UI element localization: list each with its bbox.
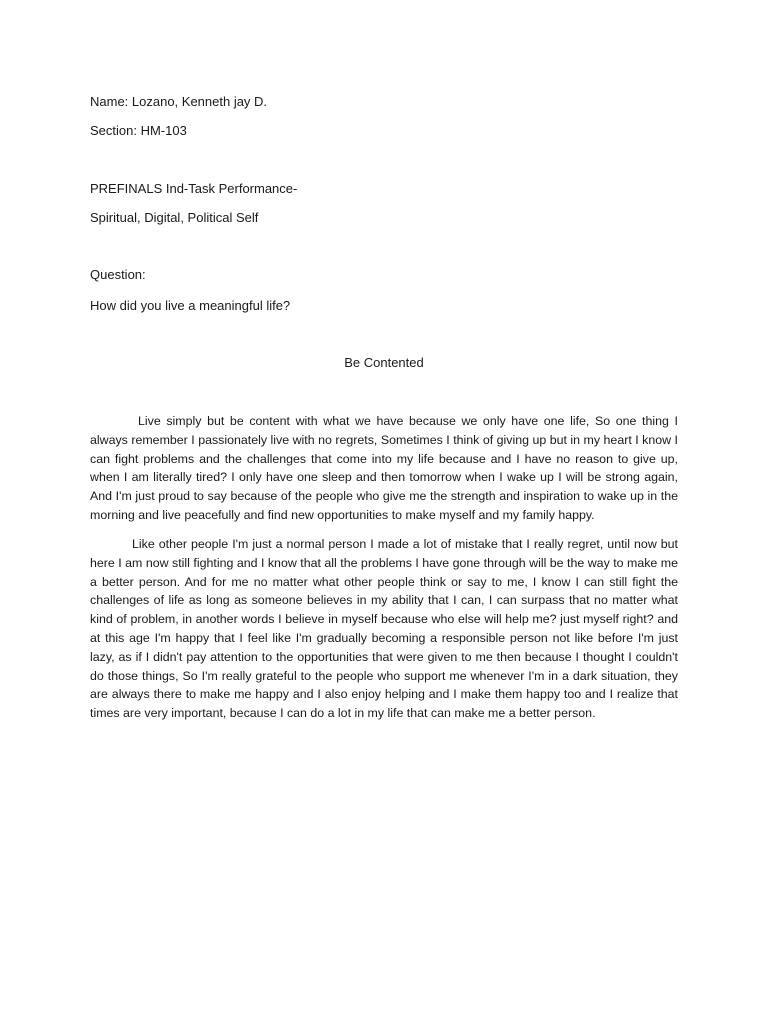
essay-paragraph-1: Live simply but be content with what we have because we only have one life, So one thing I always remember I passionately live with no regrets, Sometimes I think of giving up but in my heart I know I can fight problems and the challenges that come into my life because and I have no reason to give up, when I am literally tired? I only have one sleep and then tomorrow when I wake up I will be strong again, And I'm just proud to say because of the people who give me the strength and inspiration to wake up in the morning and live peacefully and find new opportunities to make myself and my family happy. <box>90 414 678 522</box>
section-label: Section: HM-103 <box>90 123 187 138</box>
question-label: Question: <box>90 267 146 282</box>
task-title: PREFINALS Ind-Task Performance- <box>90 181 298 196</box>
task-subtitle: Spiritual, Digital, Political Self <box>90 210 259 225</box>
essay-paragraph-2: Like other people I'm just a normal person I made a lot of mistake that I really regret, until now but here I am now still fighting and I know that all the problems I have gone through will be the way to make me a better person. And for me no matter what other people think or say to me, I know I can still fight the challenges of life as long as someone believes in my ability that I can, I can surpass that no matter what kind of problem, in another words I believe in myself because who else will help me? just myself right? and at this age I'm happy that I feel like I'm gradually becoming a responsible person not like before I'm just lazy, as if I didn't pay attention to the opportunities that were given to me then because I thought I couldn't do those things, So I'm really grateful to the people who support me whenever I'm in a dark situation, they are always there to make me happy and I also enjoy helping and I make them happy too and I realize that times are very important, because I can do a lot in my life that can make me a better person. <box>90 537 678 721</box>
question-text: How did you live a meaningful life? <box>90 298 291 313</box>
essay-title: Be Contented <box>344 355 424 370</box>
student-name: Name: Lozano, Kenneth jay D. <box>90 94 268 109</box>
